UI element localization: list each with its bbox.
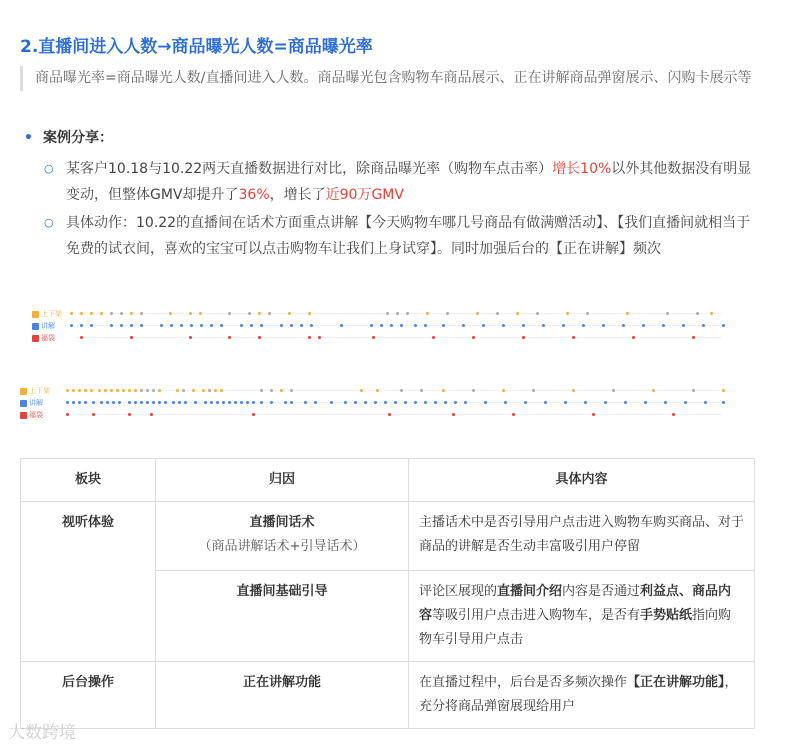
event-dot [70, 312, 73, 315]
event-dot [152, 401, 155, 404]
event-dot [304, 401, 307, 404]
event-dot [482, 324, 485, 327]
legend-上下架: 上下架 [20, 386, 50, 396]
event-dot [246, 401, 249, 404]
event-dot [476, 312, 479, 315]
event-dot [72, 389, 75, 392]
event-dot [216, 401, 219, 404]
event-dot [228, 312, 231, 315]
event-dot [572, 389, 575, 392]
event-dot [704, 401, 707, 404]
event-dot [582, 324, 585, 327]
event-dot [612, 389, 615, 392]
legend-福袋: 福袋 [20, 410, 43, 420]
track-line [77, 414, 722, 415]
event-dot [414, 401, 417, 404]
event-dot [169, 312, 172, 315]
event-dot [70, 324, 73, 327]
event-dot [178, 401, 181, 404]
event-dot [260, 401, 263, 404]
event-dot [344, 401, 347, 404]
event-dot [120, 312, 123, 315]
event-dot [722, 389, 725, 392]
event-dot [644, 401, 647, 404]
event-dot [258, 312, 261, 315]
event-dot [222, 401, 225, 404]
event-dot [432, 336, 435, 339]
event-dot [252, 401, 255, 404]
legend-福袋: 福袋 [32, 333, 55, 343]
event-dot [80, 324, 83, 327]
event-dot [684, 401, 687, 404]
event-dot [122, 389, 125, 392]
event-dot [308, 336, 311, 339]
event-dot [78, 389, 81, 392]
event-dot [180, 324, 183, 327]
event-dot [360, 389, 363, 392]
event-dot [90, 312, 93, 315]
event-dot [240, 324, 243, 327]
event-dot [118, 401, 121, 404]
event-dot [516, 312, 519, 315]
event-dot [200, 324, 203, 327]
event-dot [542, 324, 545, 327]
event-dot [602, 324, 605, 327]
event-dot [140, 389, 143, 392]
event-dot [98, 389, 101, 392]
event-dot [504, 401, 507, 404]
event-dot [672, 413, 675, 416]
event-dot [204, 401, 207, 404]
event-dot [318, 336, 321, 339]
event-dot [128, 413, 131, 416]
event-dot [444, 401, 447, 404]
event-dot [210, 401, 213, 404]
event-dot [146, 401, 149, 404]
timeline-chart-1018 [32, 309, 722, 349]
event-dot [472, 389, 475, 392]
event-dot [80, 312, 83, 315]
event-dot [536, 312, 539, 315]
event-dot [586, 312, 589, 315]
event-dot [626, 312, 629, 315]
event-dot [140, 312, 143, 315]
event-dot [642, 324, 645, 327]
event-dot [400, 324, 403, 327]
event-dot [696, 312, 699, 315]
event-dot [172, 401, 175, 404]
event-dot [380, 324, 383, 327]
event-dot [426, 312, 429, 315]
event-dot [112, 401, 115, 404]
event-dot [220, 389, 223, 392]
event-dot [372, 336, 375, 339]
event-dot [692, 336, 695, 339]
event-dot [90, 389, 93, 392]
event-dot [664, 401, 667, 404]
event-dot [472, 336, 475, 339]
event-dot [110, 389, 113, 392]
event-dot [662, 324, 665, 327]
event-dot [252, 413, 255, 416]
event-dot [184, 401, 187, 404]
event-dot [442, 389, 445, 392]
event-dot [462, 324, 465, 327]
event-dot [140, 401, 143, 404]
event-dot [250, 324, 253, 327]
event-dot [424, 401, 427, 404]
event-dot [284, 401, 287, 404]
event-dot [330, 401, 333, 404]
event-dot [66, 389, 69, 392]
event-dot [584, 401, 587, 404]
attribution-table: 板块 归因 具体内容 视听体验 直播间话术 （商品讲解话术+引导话术） 主播话术中是否引导用户点击进入购物车购买商品、对于商品的讲解是否生动丰富吸引用户停留 直播间基础引导 评论区展现的直播间介绍内容是否通过利益点、商品内容等吸引用户点击进入购物车，是否有手势贴纸指向购物车引导用户点击 后台操作 正在讲解功能 在直播过程中，后台是否多频次操作【正在讲解功能】，充分将商品弹窗展现给用户 [20, 458, 755, 729]
event-dot [260, 389, 263, 392]
event-dot [682, 324, 685, 327]
event-dot [420, 389, 423, 392]
event-dot [442, 324, 445, 327]
event-dot [388, 413, 391, 416]
event-dot [652, 389, 655, 392]
event-dot [434, 401, 437, 404]
event-dot [194, 401, 197, 404]
event-dot [66, 413, 69, 416]
legend-讲解: 讲解 [32, 321, 55, 331]
legend-上下架: 上下架 [32, 309, 62, 319]
track-line [77, 337, 722, 338]
event-dot [666, 312, 669, 315]
event-dot [376, 389, 379, 392]
event-dot [146, 389, 149, 392]
event-dot [374, 401, 377, 404]
event-dot [240, 401, 243, 404]
event-dot [604, 401, 607, 404]
event-dot [722, 324, 725, 327]
event-dot [106, 401, 109, 404]
event-dot [189, 312, 192, 315]
event-dot [140, 324, 143, 327]
event-dot [370, 324, 373, 327]
event-dot [210, 324, 213, 327]
event-dot [134, 389, 137, 392]
event-dot [454, 401, 457, 404]
event-dot [270, 401, 273, 404]
event-dot [452, 413, 455, 416]
event-dot [116, 389, 119, 392]
event-dot [288, 312, 291, 315]
event-dot [192, 389, 195, 392]
event-dot [260, 324, 263, 327]
event-dot [564, 401, 567, 404]
section-heading: 2.直播间进入人数→商品曝光人数=商品曝光率 [20, 37, 373, 57]
event-dot [464, 401, 467, 404]
event-dot [512, 413, 515, 416]
event-dot [220, 324, 223, 327]
event-dot [562, 324, 565, 327]
event-dot [92, 413, 95, 416]
event-dot [202, 389, 205, 392]
event-dot [502, 324, 505, 327]
event-dot [290, 401, 293, 404]
timeline-chart-1022 [29, 386, 722, 426]
event-dot [384, 401, 387, 404]
event-dot [130, 312, 133, 315]
event-dot [692, 389, 695, 392]
event-dot [406, 312, 409, 315]
event-dot [72, 401, 75, 404]
event-dot [632, 336, 635, 339]
event-dot [268, 312, 271, 315]
event-dot [544, 401, 547, 404]
event-dot [524, 401, 527, 404]
event-dot [130, 336, 133, 339]
event-dot [502, 389, 505, 392]
event-dot [160, 324, 163, 327]
event-dot [128, 389, 131, 392]
legend-讲解: 讲解 [20, 398, 43, 408]
event-dot [396, 312, 399, 315]
event-dot [414, 324, 417, 327]
watermark-logo: 大数跨境 [8, 723, 76, 743]
event-dot [532, 389, 535, 392]
event-dot [400, 389, 403, 392]
event-dot [110, 324, 113, 327]
event-dot [110, 312, 113, 315]
event-dot [424, 324, 427, 327]
event-dot [364, 401, 367, 404]
event-dot [84, 401, 87, 404]
event-dot [90, 324, 93, 327]
event-dot [100, 312, 103, 315]
event-dot [404, 401, 407, 404]
event-dot [592, 413, 595, 416]
event-dot [214, 389, 217, 392]
event-dot [522, 336, 525, 339]
event-dot [199, 312, 202, 315]
definition-quote: 商品曝光率=商品曝光人数/直播间进入人数。商品曝光包含购物车商品展示、正在讲解商品弹窗展示、闪购卡展示等 [20, 66, 775, 91]
event-dot [228, 401, 231, 404]
event-dot [128, 401, 131, 404]
event-dot [182, 389, 185, 392]
event-dot [78, 401, 81, 404]
event-dot [702, 324, 705, 327]
event-dot [100, 401, 103, 404]
event-dot [270, 389, 273, 392]
event-dot [158, 389, 161, 392]
event-dot [310, 324, 313, 327]
event-dot [92, 401, 95, 404]
case-title: • 案例分享： [24, 130, 113, 146]
event-dot [228, 336, 231, 339]
event-dot [354, 401, 357, 404]
event-dot [164, 401, 167, 404]
event-dot [248, 312, 251, 315]
event-dot [308, 312, 311, 315]
event-dot [84, 389, 87, 392]
event-dot [158, 401, 161, 404]
case-item-2: ○ 具体动作：10.22的直播间在话术方面重点讲解【今天购物车哪几号商品有做满赠活动】、【我们直播间就相当于免费的试衣间，喜欢的宝宝可以点击购物车让我们上身试穿】。同时加强后台的【正在讲解】频次 [44, 215, 751, 257]
event-dot [104, 389, 107, 392]
event-dot [66, 401, 69, 404]
event-dot [624, 401, 627, 404]
event-dot [290, 324, 293, 327]
event-dot [150, 413, 153, 416]
event-dot [386, 312, 389, 315]
event-dot [176, 389, 179, 392]
event-dot [290, 389, 293, 392]
event-dot [280, 324, 283, 327]
case-item-1: ○ 某客户10.18与10.22两天直播数据进行对比，除商品曝光率（购物车点击率）增长10%以外其他数据没有明显变动，但整体GMV却提升了36%，增长了近90万GMV [44, 161, 752, 203]
event-dot [258, 336, 261, 339]
event-dot [234, 401, 237, 404]
event-dot [622, 324, 625, 327]
event-dot [340, 324, 343, 327]
event-dot [394, 401, 397, 404]
event-dot [710, 312, 713, 315]
event-dot [208, 389, 211, 392]
event-dot [280, 389, 283, 392]
event-dot [189, 336, 192, 339]
event-dot [566, 312, 569, 315]
event-dot [130, 324, 133, 327]
event-dot [300, 324, 303, 327]
event-dot [120, 324, 123, 327]
event-dot [134, 401, 137, 404]
event-dot [572, 336, 575, 339]
event-dot [314, 401, 317, 404]
event-dot [722, 401, 725, 404]
event-dot [80, 336, 83, 339]
event-dot [190, 324, 193, 327]
event-dot [170, 324, 173, 327]
event-dot [152, 389, 155, 392]
event-dot [522, 324, 525, 327]
event-dot [390, 324, 393, 327]
event-dot [446, 312, 449, 315]
event-dot [496, 312, 499, 315]
event-dot [484, 401, 487, 404]
